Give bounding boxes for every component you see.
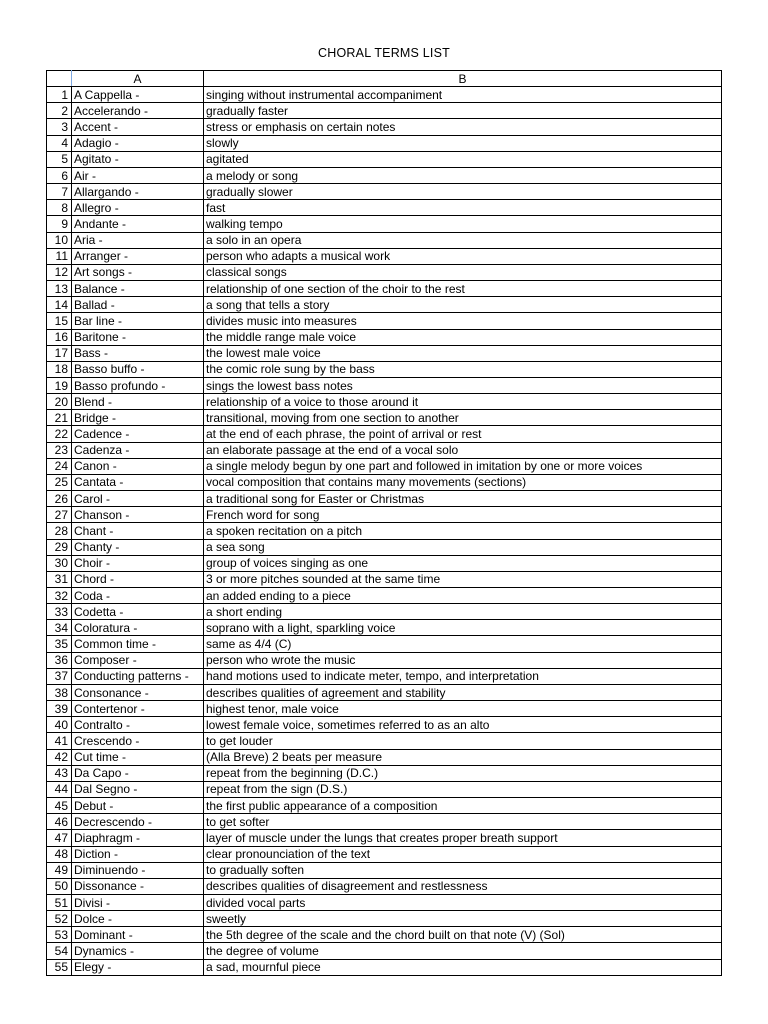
definition-cell[interactable]: an added ending to a piece — [204, 588, 722, 604]
row-number[interactable]: 38 — [47, 684, 72, 700]
row-number[interactable]: 25 — [47, 474, 72, 490]
definition-cell[interactable]: a sad, mournful piece — [204, 959, 722, 975]
term-cell[interactable]: Dal Segno - — [72, 781, 204, 797]
row-number[interactable]: 37 — [47, 668, 72, 684]
table-row — [47, 394, 722, 410]
term-cell[interactable]: Basso profundo - — [72, 377, 204, 393]
term-cell[interactable]: Arranger - — [72, 248, 204, 264]
definition-cell[interactable]: group of voices singing as one — [204, 555, 722, 571]
row-number[interactable]: 8 — [47, 200, 72, 216]
row-number[interactable]: 11 — [47, 248, 72, 264]
definition-cell[interactable]: a short ending — [204, 604, 722, 620]
term-cell[interactable]: Accelerando - — [72, 103, 204, 119]
term-cell[interactable]: Composer - — [72, 652, 204, 668]
definition-cell[interactable]: describes qualities of disagreement and restlessness — [204, 878, 722, 894]
table-row — [47, 684, 722, 700]
term-cell[interactable]: Agitato - — [72, 151, 204, 167]
term-cell[interactable]: Da Capo - — [72, 765, 204, 781]
definition-cell[interactable]: gradually faster — [204, 103, 722, 119]
table-row — [47, 894, 722, 910]
definition-cell[interactable]: relationship of a voice to those around it — [204, 394, 722, 410]
table-row — [47, 701, 722, 717]
table-row — [47, 248, 722, 264]
definition-cell[interactable]: repeat from the beginning (D.C.) — [204, 765, 722, 781]
definition-cell[interactable]: sweetly — [204, 911, 722, 927]
definition-cell[interactable]: to get louder — [204, 733, 722, 749]
table-row — [47, 151, 722, 167]
definition-cell[interactable]: fast — [204, 200, 722, 216]
row-number[interactable]: 33 — [47, 604, 72, 620]
row-number[interactable]: 43 — [47, 765, 72, 781]
table-row — [47, 539, 722, 555]
term-cell[interactable]: Bar line - — [72, 313, 204, 329]
row-number[interactable]: 50 — [47, 878, 72, 894]
row-number[interactable]: 15 — [47, 313, 72, 329]
term-cell[interactable]: Chant - — [72, 523, 204, 539]
table-row — [47, 264, 722, 280]
table-row — [47, 846, 722, 862]
corner-cell[interactable] — [47, 71, 72, 87]
row-number[interactable]: 3 — [47, 119, 72, 135]
term-cell[interactable]: Elegy - — [72, 959, 204, 975]
table-row — [47, 523, 722, 539]
row-number[interactable]: 36 — [47, 652, 72, 668]
term-cell[interactable]: Crescendo - — [72, 733, 204, 749]
definition-cell[interactable]: divided vocal parts — [204, 894, 722, 910]
row-number[interactable]: 23 — [47, 442, 72, 458]
term-cell[interactable]: Consonance - — [72, 684, 204, 700]
table-row — [47, 119, 722, 135]
table-row — [47, 588, 722, 604]
term-cell[interactable]: Conducting patterns - — [72, 668, 204, 684]
term-cell[interactable]: Cut time - — [72, 749, 204, 765]
definition-cell[interactable]: agitated — [204, 151, 722, 167]
term-cell[interactable]: Basso buffo - — [72, 361, 204, 377]
table-row — [47, 361, 722, 377]
table-row — [47, 345, 722, 361]
term-cell[interactable]: Canon - — [72, 458, 204, 474]
term-cell[interactable]: Diminuendo - — [72, 862, 204, 878]
table-row — [47, 878, 722, 894]
row-number[interactable]: 21 — [47, 410, 72, 426]
definition-cell[interactable]: at the end of each phrase, the point of arrival or rest — [204, 426, 722, 442]
definition-cell[interactable]: soprano with a light, sparkling voice — [204, 620, 722, 636]
definition-cell[interactable]: a song that tells a story — [204, 297, 722, 313]
definition-cell[interactable]: to gradually soften — [204, 862, 722, 878]
row-number[interactable]: 20 — [47, 394, 72, 410]
table-row — [47, 911, 722, 927]
definition-cell[interactable]: a sea song — [204, 539, 722, 555]
term-cell[interactable]: Ballad - — [72, 297, 204, 313]
term-cell[interactable]: Chord - — [72, 571, 204, 587]
term-cell[interactable]: Diaphragm - — [72, 830, 204, 846]
row-number[interactable]: 9 — [47, 216, 72, 232]
definition-cell[interactable]: French word for song — [204, 507, 722, 523]
term-cell[interactable]: Chanson - — [72, 507, 204, 523]
table-row — [47, 232, 722, 248]
definition-cell[interactable]: repeat from the sign (D.S.) — [204, 781, 722, 797]
row-number[interactable]: 54 — [47, 943, 72, 959]
term-cell[interactable]: Allargando - — [72, 184, 204, 200]
definition-cell[interactable]: divides music into measures — [204, 313, 722, 329]
term-cell[interactable]: Debut - — [72, 798, 204, 814]
definition-cell[interactable]: to get softer — [204, 814, 722, 830]
row-number[interactable]: 52 — [47, 911, 72, 927]
term-cell[interactable]: Air - — [72, 167, 204, 183]
row-number[interactable]: 55 — [47, 959, 72, 975]
table-row — [47, 959, 722, 975]
definition-cell[interactable]: describes qualities of agreement and stability — [204, 684, 722, 700]
table-row — [47, 377, 722, 393]
table-row — [47, 571, 722, 587]
row-number[interactable]: 35 — [47, 636, 72, 652]
definition-cell[interactable]: the lowest male voice — [204, 345, 722, 361]
row-number[interactable]: 40 — [47, 717, 72, 733]
definition-cell[interactable]: a solo in an opera — [204, 232, 722, 248]
table-row — [47, 862, 722, 878]
definition-cell[interactable]: person who adapts a musical work — [204, 248, 722, 264]
table-row — [47, 733, 722, 749]
row-number[interactable]: 7 — [47, 184, 72, 200]
row-number[interactable]: 47 — [47, 830, 72, 846]
table-row — [47, 668, 722, 684]
row-number[interactable]: 22 — [47, 426, 72, 442]
table-row — [47, 474, 722, 490]
row-number[interactable]: 13 — [47, 281, 72, 297]
term-cell[interactable]: Balance - — [72, 281, 204, 297]
definition-cell[interactable]: the middle range male voice — [204, 329, 722, 345]
term-cell[interactable]: Baritone - — [72, 329, 204, 345]
definition-cell[interactable]: 3 or more pitches sounded at the same time — [204, 571, 722, 587]
table-row — [47, 442, 722, 458]
table-row — [47, 410, 722, 426]
definition-cell[interactable]: gradually slower — [204, 184, 722, 200]
term-cell[interactable]: Contertenor - — [72, 701, 204, 717]
row-number[interactable]: 19 — [47, 377, 72, 393]
term-cell[interactable]: Coloratura - — [72, 620, 204, 636]
definition-cell[interactable]: the first public appearance of a composition — [204, 798, 722, 814]
definition-cell[interactable]: a single melody begun by one part and followed in imitation by one or more voices — [204, 458, 722, 474]
row-number[interactable]: 44 — [47, 781, 72, 797]
table-row — [47, 943, 722, 959]
row-number[interactable]: 18 — [47, 361, 72, 377]
definition-cell[interactable]: singing without instrumental accompaniment — [204, 87, 722, 103]
table-row — [47, 798, 722, 814]
page-title: CHORAL TERMS LIST — [318, 46, 450, 60]
definition-cell[interactable]: an elaborate passage at the end of a vocal solo — [204, 442, 722, 458]
term-cell[interactable]: Choir - — [72, 555, 204, 571]
table-row — [47, 329, 722, 345]
definition-cell[interactable]: layer of muscle under the lungs that creates proper breath support — [204, 830, 722, 846]
term-cell[interactable]: Common time - — [72, 636, 204, 652]
row-number[interactable]: 49 — [47, 862, 72, 878]
term-cell[interactable]: Accent - — [72, 119, 204, 135]
column-header-row — [47, 71, 722, 87]
table-body — [47, 87, 722, 976]
definition-cell[interactable]: hand motions used to indicate meter, tempo, and interpretation — [204, 668, 722, 684]
table-row — [47, 765, 722, 781]
table-row — [47, 620, 722, 636]
terms-table — [46, 70, 722, 976]
term-cell[interactable]: Codetta - — [72, 604, 204, 620]
term-cell[interactable]: Art songs - — [72, 264, 204, 280]
row-number[interactable]: 42 — [47, 749, 72, 765]
row-number[interactable]: 12 — [47, 264, 72, 280]
term-cell[interactable]: Cadence - — [72, 426, 204, 442]
term-cell[interactable]: Cantata - — [72, 474, 204, 490]
row-number[interactable]: 31 — [47, 571, 72, 587]
row-number[interactable]: 30 — [47, 555, 72, 571]
column-header-a[interactable]: A — [72, 71, 204, 87]
table-row — [47, 491, 722, 507]
definition-cell[interactable]: relationship of one section of the choir to the rest — [204, 281, 722, 297]
row-number[interactable]: 16 — [47, 329, 72, 345]
row-number[interactable]: 24 — [47, 458, 72, 474]
table-row — [47, 200, 722, 216]
definition-cell[interactable]: vocal composition that contains many movements (sections) — [204, 474, 722, 490]
row-number[interactable]: 34 — [47, 620, 72, 636]
definition-cell[interactable]: highest tenor, male voice — [204, 701, 722, 717]
definition-cell[interactable]: a traditional song for Easter or Christmas — [204, 491, 722, 507]
row-number[interactable]: 39 — [47, 701, 72, 717]
definition-cell[interactable]: the comic role sung by the bass — [204, 361, 722, 377]
row-number[interactable]: 29 — [47, 539, 72, 555]
table-row — [47, 604, 722, 620]
row-number[interactable]: 5 — [47, 151, 72, 167]
definition-cell[interactable]: the 5th degree of the scale and the chord built on that note (V) (Sol) — [204, 927, 722, 943]
term-cell[interactable]: Divisi - — [72, 894, 204, 910]
row-number[interactable]: 48 — [47, 846, 72, 862]
table-row — [47, 636, 722, 652]
term-cell[interactable]: Diction - — [72, 846, 204, 862]
table-row — [47, 103, 722, 119]
definition-cell[interactable]: stress or emphasis on certain notes — [204, 119, 722, 135]
table-row — [47, 749, 722, 765]
term-cell[interactable]: Cadenza - — [72, 442, 204, 458]
term-cell[interactable]: Dominant - — [72, 927, 204, 943]
definition-cell[interactable]: person who wrote the music — [204, 652, 722, 668]
term-cell[interactable]: Blend - — [72, 394, 204, 410]
term-cell[interactable]: Allegro - — [72, 200, 204, 216]
table-row — [47, 297, 722, 313]
table-row — [47, 167, 722, 183]
definition-cell[interactable]: transitional, moving from one section to another — [204, 410, 722, 426]
row-number[interactable]: 6 — [47, 167, 72, 183]
row-number[interactable]: 4 — [47, 135, 72, 151]
definition-cell[interactable]: same as 4/4 (C) — [204, 636, 722, 652]
table-row — [47, 458, 722, 474]
row-number[interactable]: 17 — [47, 345, 72, 361]
term-cell[interactable]: Carol - — [72, 491, 204, 507]
term-cell[interactable]: Bass - — [72, 345, 204, 361]
table-row — [47, 87, 722, 103]
row-number[interactable]: 26 — [47, 491, 72, 507]
definition-cell[interactable]: lowest female voice, sometimes referred to as an alto — [204, 717, 722, 733]
table-row — [47, 927, 722, 943]
term-cell[interactable]: Dolce - — [72, 911, 204, 927]
table-row — [47, 717, 722, 733]
term-cell[interactable]: Coda - — [72, 588, 204, 604]
row-number[interactable]: 45 — [47, 798, 72, 814]
row-number[interactable]: 53 — [47, 927, 72, 943]
table-row — [47, 507, 722, 523]
definition-cell[interactable]: walking tempo — [204, 216, 722, 232]
term-cell[interactable]: Decrescendo - — [72, 814, 204, 830]
table-row — [47, 652, 722, 668]
definition-cell[interactable]: sings the lowest bass notes — [204, 377, 722, 393]
term-cell[interactable]: Adagio - — [72, 135, 204, 151]
table-row — [47, 135, 722, 151]
row-number[interactable]: 51 — [47, 894, 72, 910]
definition-cell[interactable]: the degree of volume — [204, 943, 722, 959]
definition-cell[interactable]: a spoken recitation on a pitch — [204, 523, 722, 539]
table-row — [47, 184, 722, 200]
term-cell[interactable]: Bridge - — [72, 410, 204, 426]
table-row — [47, 830, 722, 846]
row-number[interactable]: 41 — [47, 733, 72, 749]
table-row — [47, 216, 722, 232]
row-number[interactable]: 32 — [47, 588, 72, 604]
column-header-b[interactable]: B — [204, 71, 722, 87]
term-cell[interactable]: A Cappella - — [72, 87, 204, 103]
table-row — [47, 781, 722, 797]
definition-cell[interactable]: slowly — [204, 135, 722, 151]
term-cell[interactable]: Dissonance - — [72, 878, 204, 894]
table-row — [47, 281, 722, 297]
table-row — [47, 555, 722, 571]
term-cell[interactable]: Andante - — [72, 216, 204, 232]
term-cell[interactable]: Aria - — [72, 232, 204, 248]
definition-cell[interactable]: clear pronounciation of the text — [204, 846, 722, 862]
row-number[interactable]: 27 — [47, 507, 72, 523]
term-cell[interactable]: Chanty - — [72, 539, 204, 555]
definition-cell[interactable]: (Alla Breve) 2 beats per measure — [204, 749, 722, 765]
term-cell[interactable]: Contralto - — [72, 717, 204, 733]
row-number[interactable]: 14 — [47, 297, 72, 313]
table-row — [47, 426, 722, 442]
table-row — [47, 814, 722, 830]
row-number[interactable]: 46 — [47, 814, 72, 830]
definition-cell[interactable]: a melody or song — [204, 167, 722, 183]
row-number[interactable]: 2 — [47, 103, 72, 119]
term-cell[interactable]: Dynamics - — [72, 943, 204, 959]
row-number[interactable]: 10 — [47, 232, 72, 248]
table-row — [47, 313, 722, 329]
row-number[interactable]: 1 — [47, 87, 72, 103]
row-number[interactable]: 28 — [47, 523, 72, 539]
definition-cell[interactable]: classical songs — [204, 264, 722, 280]
